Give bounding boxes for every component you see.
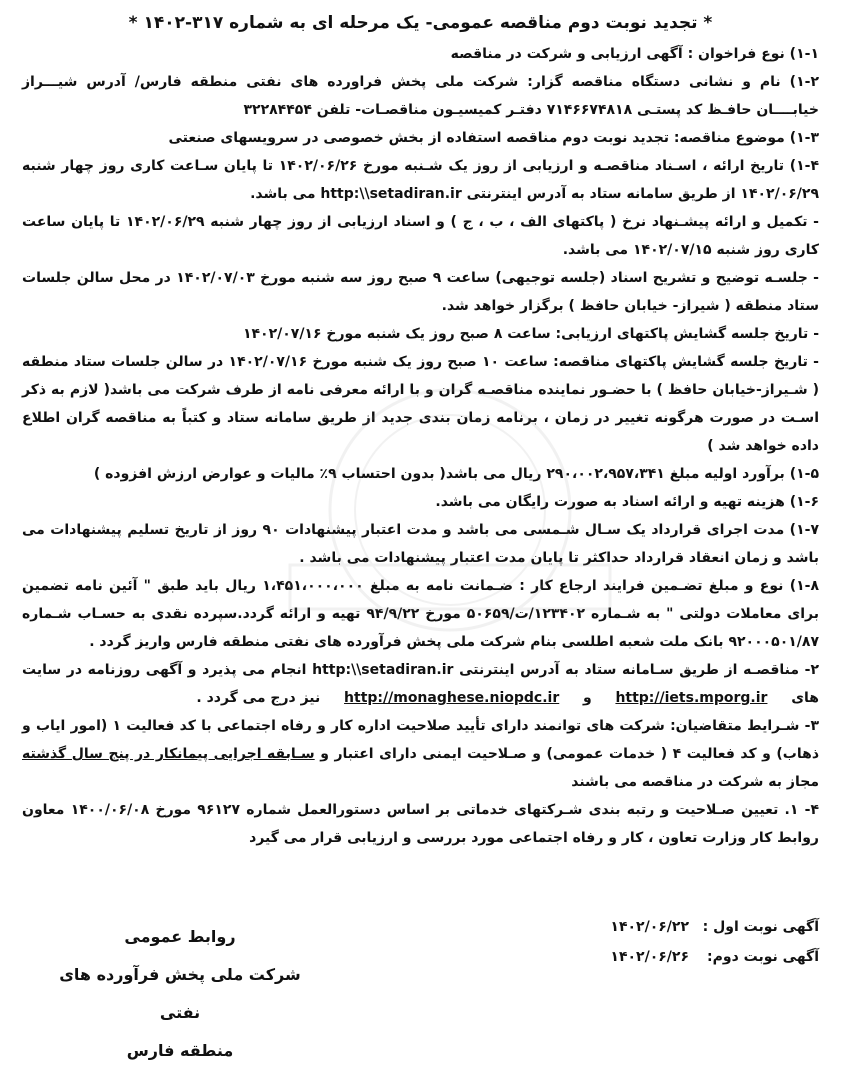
signature-line-3: منطقه فارس xyxy=(126,1041,234,1060)
notice-title: * تجدید نوبت دوم مناقصه عمومی- یک مرحله ای به شماره ۳۱۷-۱۴۰۲ * xyxy=(128,13,713,33)
item-tender-opening: - تاریخ جلسه گشایش پاکتهای مناقصه: ساعت ۱۰ صبح روز یک شنبه مورخ ۱۴۰۲/۰۷/۱۶ در سالن جلسات ستاد منطقه ( شـیراز-خیابان حافظ ) با حضـور نماینده مناقصـه گران و با ارائه معرفی نامه از طرف شرکت می باشد( لازم به ذکر اسـت در صورت هرگونه تغییر در زمان ، برنامه زمان بندی جدید از طریق سامانه ستاد و کتباً به مناقصه گران اطلاع داده خواهد شد ) xyxy=(22,354,819,454)
item-2-text-c: نیز درج می گردد . xyxy=(196,690,321,706)
item-1-1-call-type: ۱-۱) نوع فراخوان : آگهی ارزیابی و شرکت در مناقصه xyxy=(450,46,819,62)
setad-url-text: http:\\setadiran.ir xyxy=(320,186,462,202)
item-1-6-cost: ۱-۶) هزینه تهیه و ارائه اسناد به صورت رایگان می باشد. xyxy=(435,494,819,510)
first-notice-label: آگهی نوبت اول : xyxy=(702,919,819,935)
item-1-4-end: می باشد. xyxy=(250,186,316,202)
signature-block xyxy=(40,918,320,1070)
item-1-7-duration: ۱-۷) مدت اجرای قرارداد یک سـال شـمسی می باشد و مدت اعتبار پیشنهادات ۹۰ روز از تاریخ تسلیم پیشنهادات می باشد و زمان انعقاد قرارداد حداکثر تا پایان مدت اعتبار پیشنهادات می باشد . xyxy=(22,522,819,566)
item-3-conditions xyxy=(22,712,819,796)
item-evaluation-opening: - تاریخ جلسه گشایش پاکتهای ارزیابی: ساعت ۸ صبح روز یک شنبه مورخ ۱۴۰۲/۰۷/۱۶ xyxy=(242,326,819,342)
and-word: و xyxy=(582,690,592,706)
setad-url-text-2: http:\\setadiran.ir xyxy=(312,662,454,678)
item-3-text-b: مجاز به شرکت در مناقصه می باشند xyxy=(571,774,819,790)
item-briefing-session: - جلسـه توضیح و تشریح اسناد (جلسه توجیهی) ساعت ۹ صبح روز سه شنبه مورخ ۱۴۰۲/۰۷/۰۳ در محل سالن جلسات ستاد منطقه ( شیراز- خیابان حافظ ) برگزار خواهد شد. xyxy=(22,270,819,314)
item-1-4-text: ۱-۴) تاریخ ارائه ، اسـناد مناقصـه و ارزیابی از روز یک شـنبه مورخ ۱۴۰۲/۰۶/۲۶ تا پایان سـاعت کاری روز چهار شنبه ۱۴۰۲/۰۶/۲۹ از طریق سامانه ستاد به آدرس اینترنتی xyxy=(22,158,820,202)
item-2-portal xyxy=(22,656,819,712)
item-4-qualification: ۴- ۱. تعیین صـلاحیت و رتبه بندی شـرکتهای خدماتی بر اساس دستورالعمل شماره ۹۶۱۲۷ مورخ ۱۴۰۰/۰۶/۰۸ معاون روابط کار وزارت تعاون ، کار و رفاه اجتماعی مورد بررسی و ارزیابی قرار می گیرد xyxy=(22,802,819,846)
first-notice-date: ۱۴۰۲/۰۶/۲۲ xyxy=(610,919,689,935)
second-notice-date: ۱۴۰۲/۰۶/۲۶ xyxy=(610,949,689,965)
iets-link[interactable]: http://iets.mporg.ir xyxy=(615,690,768,706)
signature-line-2: شرکت ملی پخش فرآورده های نفتی xyxy=(59,965,301,1022)
footer xyxy=(22,912,819,1060)
item-1-4-dates xyxy=(22,152,819,208)
signature-line-1: روابط عمومی xyxy=(124,927,236,946)
item-1-5-estimate: ۱-۵) برآورد اولیه مبلغ ۲۹۰،۰۰۲،۹۵۷،۳۴۱ ریال می باشد( بدون احتساب ۹٪ مالیات و عوارض ارزش افزوده ) xyxy=(93,466,819,482)
item-1-3-subject: ۱-۳) موضوع مناقصه: تجدید نوبت دوم مناقصه استفاده از بخش خصوصی در سرویسهای صنعتی xyxy=(168,130,819,146)
first-notice-row xyxy=(399,912,819,942)
item-3-text-a: ۳- شـرایط متقاضیان: شرکت های توانمند دارای تأیید صلاحیت اداره کار و رفاه اجتماعی با کد فعالیت ۱ (امور ایاب و ذهاب) و کد فعالیت ۴ ( خدمات عمومی) و صـلاحیت ایمنی دارای اعتبار و xyxy=(22,718,820,762)
monaghese-link[interactable]: http://monaghese.niopdc.ir xyxy=(344,690,560,706)
second-notice-row xyxy=(399,942,819,972)
item-2-text-b: انجام می پذیرد و آگهی روزنامه در سایت های xyxy=(22,662,819,706)
item-1-2-organizer: ۱-۲) نام و نشانی دستگاه مناقصه گزار: شرکت ملی پخش فراورده های نفتی منطقه فارس/ آدرس شیـــراز خیابــــان حافـظ کد پستـی ۷۱۴۶۶۷۴۸۱۸ دفتـر کمیسیـون مناقصـات- تلفن ۳۲۲۸۴۴۵۴ xyxy=(22,74,819,118)
item-2-text-a: ۲- مناقصـه از طریق سـامانه ستاد به آدرس اینترنتی xyxy=(459,662,820,678)
notice-dates xyxy=(399,912,819,972)
second-notice-label: آگهی نوبت دوم: xyxy=(707,949,819,965)
item-3-underlined: سـابقه اجرایی پیمانکار در پنج سال گذشته xyxy=(22,746,315,762)
item-bid-submission: - تکمیل و ارائه پیشـنهاد نرخ ( پاکتهای الف ، ب ، ج ) و اسناد ارزیابی از روز چهار شنبه ۱۴۰۲/۰۶/۲۹ تا پایان ساعت کاری روز شنبه ۱۴۰۲/۰۷/۱۵ می باشد. xyxy=(22,214,819,258)
item-1-8-guarantee: ۱-۸) نوع و مبلغ تضـمین فرایند ارجاع کار : ضـمانت نامه به مبلغ ۱،۴۵۱،۰۰۰،۰۰۰ ریال باید طبق " آئین نامه تضمین برای معاملات دولتی " به شـماره ۱۲۳۴۰۲/ت/۵۰۶۵۹ مورخ ۹۴/۹/۲۲ تهیه و ارائه گردد.سپرده نقدی به حسـاب شـماره ۹۲۰۰۰۵۰۱/۸۷ بانک ملت شعبه اطلسی بنام شرکت ملی پخش فرآورده های نفتی منطقه فارس واریز گردد . xyxy=(22,578,819,650)
